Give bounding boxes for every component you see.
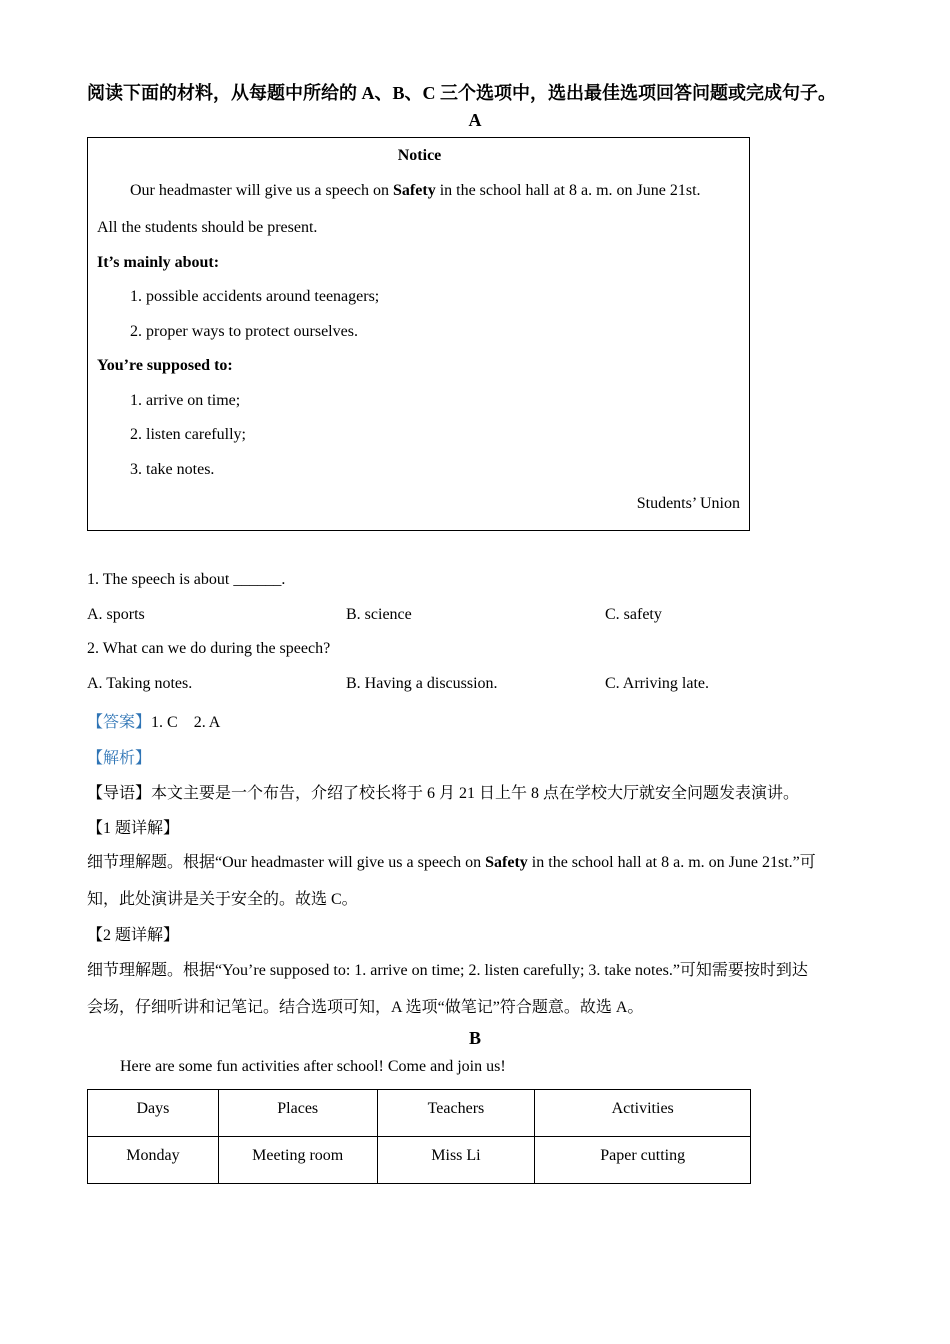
table-cell: Meeting room xyxy=(218,1137,377,1184)
table-cell: Monday xyxy=(88,1137,219,1184)
q2-detail-line1: 细节理解题。根据“You’re supposed to: 1. arrive on time; 2. listen carefully; 3. take notes.”可知需要按时到达 xyxy=(87,962,808,979)
about-item: 2. proper ways to protect ourselves. xyxy=(130,323,358,340)
question-2-option-a[interactable]: A. Taking notes. xyxy=(87,675,193,692)
notice-intro: Our headmaster will give us a speech on Safety in the school hall at 8 a. m. on June 21st. xyxy=(130,182,701,199)
q1-detail-heading: 【1 题详解】 xyxy=(87,820,180,837)
question-1-option-c[interactable]: C. safety xyxy=(605,606,662,623)
instruction: 阅读下面的材料，从每题中所给的 A、B、C 三个选项中，选出最佳选项回答问题或完成句子。 xyxy=(87,83,836,103)
question-1-stem: 1. The speech is about ______. xyxy=(87,571,286,588)
supposed-heading: You’re supposed to: xyxy=(97,357,233,374)
notice-signature: Students’ Union xyxy=(636,495,740,512)
table-header-row xyxy=(88,1090,751,1137)
question-2-option-b[interactable]: B. Having a discussion. xyxy=(346,675,498,692)
q2-detail-line2: 会场，仔细听讲和记笔记。结合选项可知，A 选项“做笔记”符合题意。故选 A。 xyxy=(87,999,644,1016)
answer-label: 【答案】 xyxy=(87,714,152,731)
activities-table xyxy=(87,1089,751,1184)
analysis-label: 【解析】 xyxy=(87,750,152,767)
notice-box xyxy=(87,137,750,531)
header-teachers: Teachers xyxy=(377,1090,535,1137)
q1-detail-line1: 细节理解题。根据“Our headmaster will give us a speech on Safety in the school hall at 8 a. m. on June 21st.”可 xyxy=(87,854,816,871)
header-days: Days xyxy=(88,1090,219,1137)
guide-text: 【导语】本文主要是一个布告，介绍了校长将于 6 月 21 日上午 8 点在学校大厅就安全问题发表演讲。 xyxy=(87,785,800,802)
supposed-item: 2. listen carefully; xyxy=(130,426,246,443)
q2-detail-heading: 【2 题详解】 xyxy=(87,927,180,944)
header-activities: Activities xyxy=(535,1090,751,1137)
section-a-label: A xyxy=(468,110,482,130)
question-2-option-c[interactable]: C. Arriving late. xyxy=(605,675,709,692)
question-1-option-a[interactable]: A. sports xyxy=(87,606,145,623)
notice-title: Notice xyxy=(397,147,442,164)
q1-detail-line2: 知，此处演讲是关于安全的。故选 C。 xyxy=(87,891,358,908)
question-1-option-b[interactable]: B. science xyxy=(346,606,412,623)
about-heading: It’s mainly about: xyxy=(97,254,220,271)
header-places: Places xyxy=(218,1090,377,1137)
table-cell: Paper cutting xyxy=(535,1137,751,1184)
supposed-item: 1. arrive on time; xyxy=(130,392,241,409)
supposed-item: 3. take notes. xyxy=(130,461,215,478)
about-item: 1. possible accidents around teenagers; xyxy=(130,288,380,305)
question-2-stem: 2. What can we do during the speech? xyxy=(87,640,331,657)
notice-intro-line2: All the students should be present. xyxy=(97,219,318,236)
answer-line xyxy=(87,709,220,732)
table-row xyxy=(88,1137,751,1184)
table-cell: Miss Li xyxy=(377,1137,535,1184)
answer-value: 1. C 2. A xyxy=(151,714,221,731)
section-b-label: B xyxy=(468,1028,481,1048)
section-b-intro: Here are some fun activities after school! Come and join us! xyxy=(120,1058,506,1075)
